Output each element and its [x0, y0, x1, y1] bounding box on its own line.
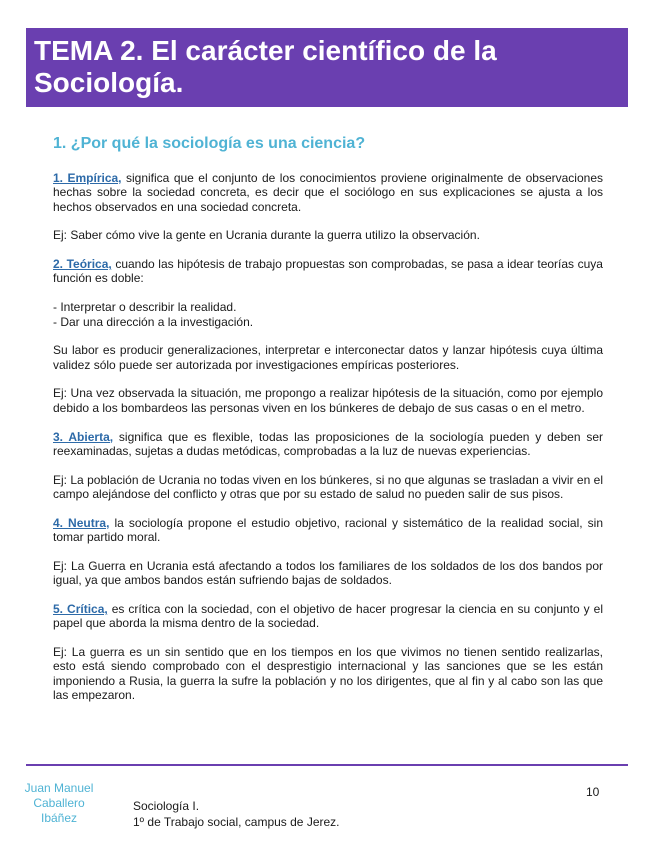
- section-title: 1. ¿Por qué la sociología es una ciencia?: [53, 135, 366, 152]
- term-critica: 5. Crítica,: [53, 601, 108, 616]
- term-neutra: 4. Neutra,: [53, 515, 110, 530]
- author-line: Juan Manuel: [24, 781, 94, 795]
- author-line: Ibáñez: [40, 811, 78, 825]
- example-neutra: Ej: La Guerra en Ucrania está afectando a todos los familiares de los soldados de los dos bandos por igual, ya que ambos bandos están sufriendo bajas de soldados.: [53, 558, 603, 588]
- course-line: 1º de Trabajo social, campus de Jerez.: [133, 815, 340, 829]
- paragraph-teorica-extra: Su labor es producir generalizaciones, interpretar e interconectar datos y lanzar hipótesis cuya última validez sólo puede ser autorizada por investigaciones empíricas posteriores.: [53, 343, 603, 372]
- bullet-item: - Dar una dirección a la investigación.: [53, 314, 254, 329]
- example-critica: Ej: La guerra es un sin sentido que en los tiempos en los que vivimos no tienen sentido realizarlas, esto está siendo comprobado con el desprestigio internacional y las sanciones que se les están imponiendo a Rusia, la guerra la sufre la población y no los dirigentes, que al fin y al cabo son las que las empezaron.: [53, 645, 603, 702]
- page-title: TEMA 2. El carácter científico de la Sociología.: [34, 35, 497, 98]
- term-abierta: 3. Abierta,: [53, 429, 114, 444]
- paragraph-text: cuando las hipótesis de trabajo propuestas son comprobadas, se pasa a idear teorías cuya función es doble:: [53, 257, 603, 286]
- term-empirica: 1. Empírica,: [53, 171, 122, 185]
- term-teorica: 2. Teórica,: [53, 257, 112, 272]
- paragraph-neutra: [53, 516, 603, 545]
- paragraph-text: significa que el conjunto de los conocimientos proviene originalmente de observaciones hechas sobre la sociedad concreta, es decir que el sociólogo en sus explicaciones se ajusta a los hechos observados en una sociedad concreta.: [53, 171, 603, 214]
- paragraph-text: la sociología propone el estudio objetivo, racional y sistemático de la realidad social, sin tomar partido moral.: [53, 515, 603, 545]
- paragraph-teorica: [53, 257, 603, 286]
- author-line: Caballero: [33, 796, 85, 810]
- paragraph-critica: [53, 602, 603, 631]
- paragraph-text: es crítica con la sociedad, con el objetivo de hacer progresar la ciencia en su conjunto y el papel que aborda la misma dentro de la sociedad.: [53, 601, 603, 631]
- example-empirica: Ej: Saber cómo vive la gente en Ucrania durante la guerra utilizo la observación.: [53, 228, 480, 243]
- paragraph-abierta: [53, 430, 603, 459]
- document-body: [53, 171, 603, 702]
- course-line: Sociología I.: [133, 799, 200, 813]
- example-abierta: Ej: La población de Ucrania no todas viven en los búnkeres, si no que algunas se trasladan a vivir en el campo alejándose del conflicto y otras que por su estado de salud no pueden salir de sus pisos.: [53, 472, 603, 501]
- paragraph-empirica: [53, 171, 603, 214]
- title-banner: [26, 28, 628, 107]
- footer-author: [14, 781, 104, 826]
- footer-course: [133, 798, 340, 830]
- bullet-item: - Interpretar o describir la realidad.: [53, 300, 237, 315]
- paragraph-text: significa que es flexible, todas las proposiciones de la sociología pueden y deben ser reexaminadas, sujetas a dudas metódicas, comprobadas a la luz de nuevas experiencias.: [53, 429, 603, 458]
- example-teorica: Ej: Una vez observada la situación, me propongo a realizar hipótesis de la situación, como por ejemplo debido a los bombardeos las personas viven en los búnkeres de debajo de sus casas o en el metro.: [53, 386, 603, 415]
- page-number: 10: [586, 785, 600, 799]
- footer-divider: [26, 764, 628, 766]
